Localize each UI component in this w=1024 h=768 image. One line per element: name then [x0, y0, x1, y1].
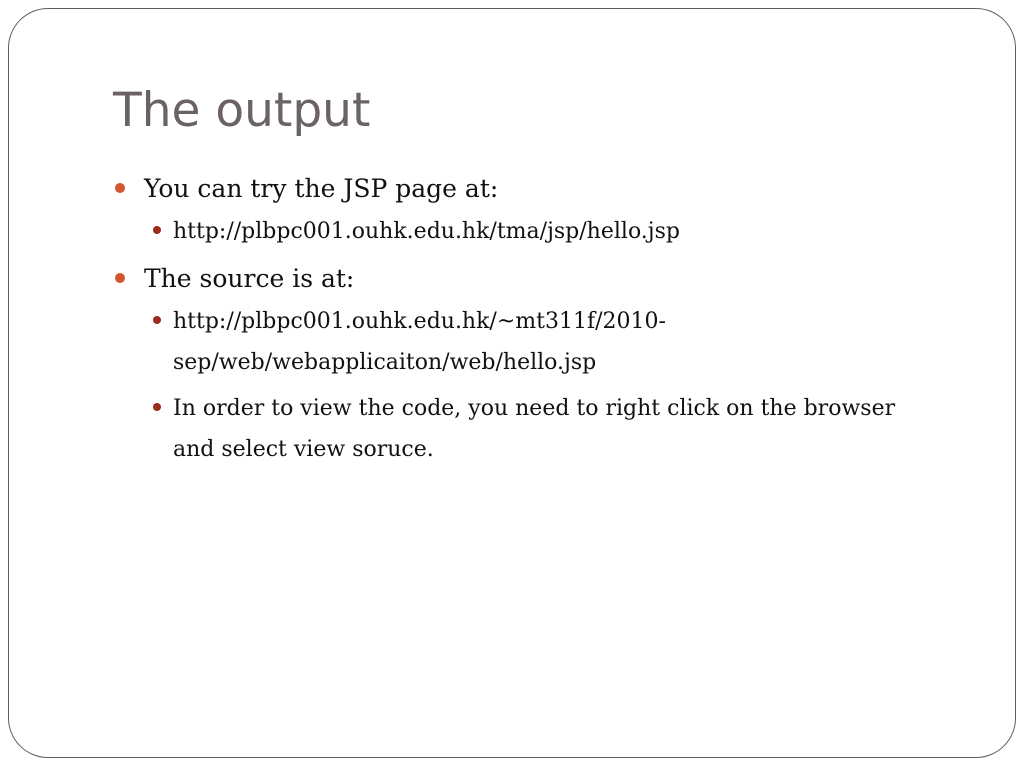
sub-bullet-text: http://plbpc001.ouhk.edu.hk/~mt311f/2010-sep/web/webapplicaiton/web/hello.jsp [173, 309, 666, 375]
sub-bullet-dot-icon [153, 316, 161, 324]
sub-bullet-text: http://plbpc001.ouhk.edu.hk/tma/jsp/hello.jsp [173, 219, 680, 244]
bullet-item [113, 258, 903, 470]
bullet-list [113, 168, 903, 470]
slide-title: The output [113, 83, 371, 138]
sub-bullet-item [143, 301, 903, 383]
bullet-text: You can try the JSP page at: [144, 174, 499, 203]
bullet-text: The source is at: [144, 264, 355, 293]
sub-bullet-dot-icon [153, 403, 161, 411]
sub-bullet-item [143, 388, 903, 470]
bullet-item [113, 168, 903, 252]
sub-bullet-item [143, 211, 903, 252]
bullet-dot-icon [115, 183, 125, 193]
sub-bullet-list [144, 301, 903, 470]
sub-bullet-list [144, 211, 903, 252]
sub-bullet-dot-icon [153, 226, 161, 234]
bullet-dot-icon [115, 273, 125, 283]
sub-bullet-text: In order to view the code, you need to right click on the browser and select view soruce. [173, 396, 896, 462]
slide-content [113, 168, 903, 476]
